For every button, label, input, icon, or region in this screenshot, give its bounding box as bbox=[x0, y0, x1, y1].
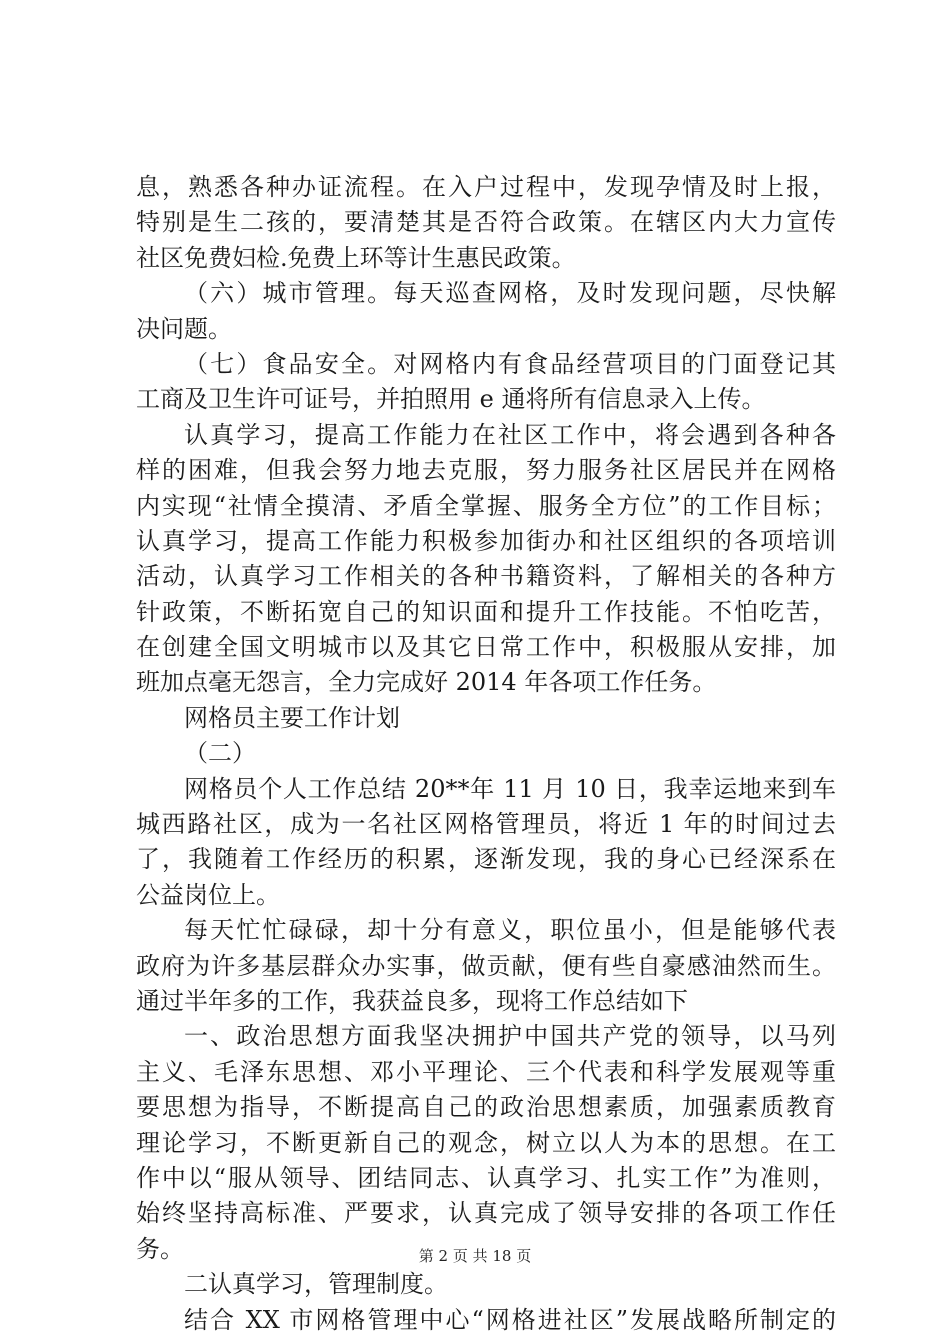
text-line: 作中以“服从领导、团结同志、认真学习、扎实工作”为准则， bbox=[136, 1163, 836, 1192]
text-line: 结合 XX 市网格管理中心“网格进社区”发展战略所制定的 bbox=[184, 1305, 836, 1334]
text-line: 二认真学习，管理制度。 bbox=[184, 1270, 448, 1299]
text-line: （二） bbox=[184, 739, 256, 768]
text-line: 理论学习，不断更新自己的观念，树立以人为本的思想。在工 bbox=[136, 1128, 836, 1157]
text-line: 始终坚持高标准、严要求，认真完成了领导安排的各项工作任 bbox=[136, 1199, 836, 1228]
text-line: 网格员主要工作计划 bbox=[184, 703, 400, 732]
text-line: 息，熟悉各种办证流程。在入户过程中，发现孕情及时上报， bbox=[136, 173, 836, 201]
text-line: （七）食品安全。对网格内有食品经营项目的门面登记其 bbox=[184, 349, 836, 378]
text-line: 网格员个人工作总结 20**年 11 月 10 日，我幸运地来到车 bbox=[184, 774, 836, 803]
text-line: 针政策，不断拓宽自己的知识面和提升工作技能。不怕吃苦， bbox=[136, 597, 836, 626]
text-line: 每天忙忙碌碌，却十分有意义，职位虽小，但是能够代表 bbox=[184, 916, 836, 945]
text-line: 样的困难，但我会努力地去克服，努力服务社区居民并在网格 bbox=[136, 456, 836, 485]
text-line: 在创建全国文明城市以及其它日常工作中，积极服从安排，加 bbox=[136, 633, 836, 662]
text-line: 内实现“社情全摸清、矛盾全掌握、服务全方位”的工作目标； bbox=[136, 491, 836, 520]
text-line: 一、政治思想方面我坚决拥护中国共产党的领导，以马列 bbox=[184, 1022, 836, 1051]
text-line: 特别是生二孩的，要清楚其是否符合政策。在辖区内大力宣传 bbox=[136, 208, 836, 237]
text-line: 公益岗位上。 bbox=[136, 880, 280, 909]
text-line: 决问题。 bbox=[136, 314, 232, 343]
text-line: 政府为许多基层群众办实事，做贡献，便有些自豪感油然而生。 bbox=[136, 951, 836, 980]
text-line: 认真学习，提高工作能力在社区工作中，将会遇到各种各 bbox=[184, 420, 836, 449]
text-line: 城西路社区，成为一名社区网格管理员，将近 1 年的时间过去 bbox=[136, 810, 836, 839]
text-line: 认真学习，提高工作能力积极参加街办和社区组织的各项培训 bbox=[136, 526, 836, 555]
page-number-footer: 第 2 页 共 18 页 bbox=[418, 1247, 532, 1265]
text-line: 主义、毛泽东思想、邓小平理论、三个代表和科学发展观等重 bbox=[136, 1057, 836, 1086]
text-line: 工商及卫生许可证号，并拍照用 e 通将所有信息录入上传。 bbox=[136, 385, 766, 414]
text-line: 社区免费妇检.免费上环等计生惠民政策。 bbox=[136, 243, 576, 272]
text-line: 通过半年多的工作，我获益良多，现将工作总结如下 bbox=[136, 986, 688, 1015]
document-body bbox=[136, 170, 836, 1338]
text-line: 务。 bbox=[136, 1234, 184, 1263]
text-line: 活动，认真学习工作相关的各种书籍资料，了解相关的各种方 bbox=[136, 562, 836, 591]
text-line: 要思想为指导，不断提高自己的政治思想素质，加强素质教育 bbox=[136, 1093, 836, 1122]
text-line: 班加点毫无怨言，全力完成好 2014 年各项工作任务。 bbox=[136, 668, 717, 697]
text-line: （六）城市管理。每天巡查网格，及时发现问题，尽快解 bbox=[184, 279, 836, 308]
text-line: 了，我随着工作经历的积累，逐渐发现，我的身心已经深系在 bbox=[136, 845, 836, 874]
